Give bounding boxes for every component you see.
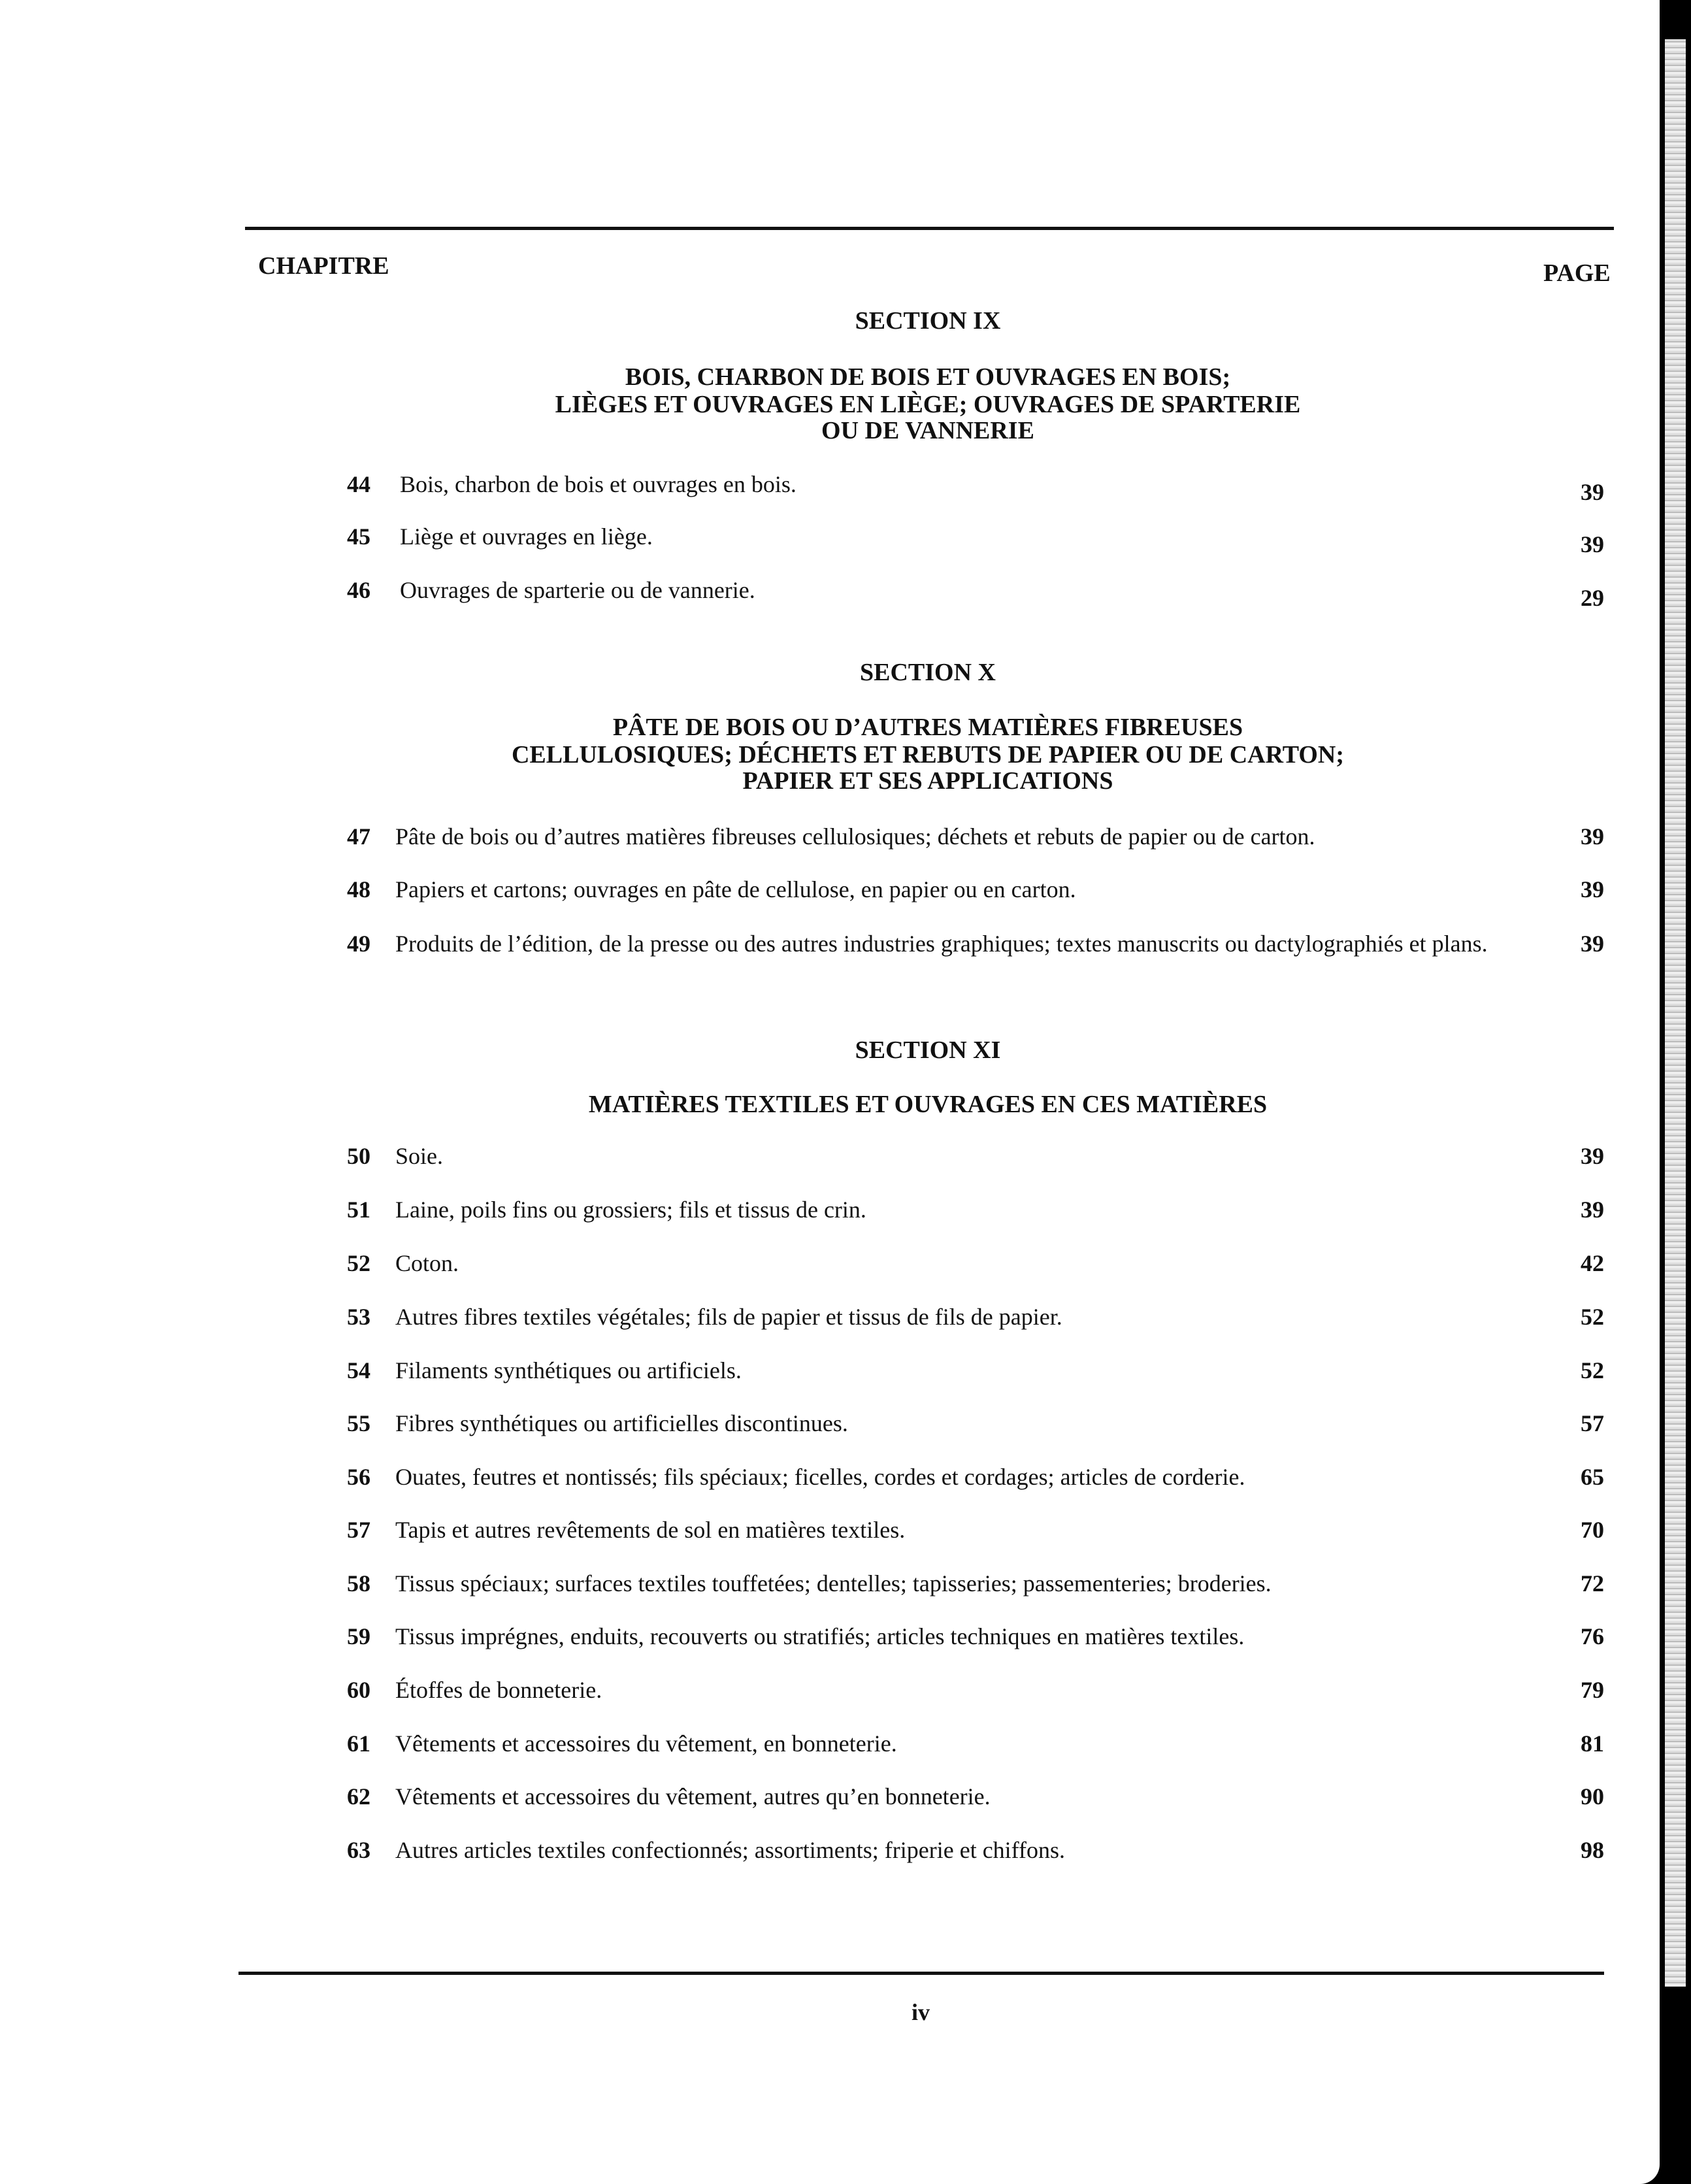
chapter-number: 49 — [347, 931, 370, 957]
page-number: 39 — [1581, 531, 1604, 557]
page-number: 42 — [1581, 1250, 1604, 1276]
page-number: 29 — [1581, 585, 1604, 611]
chapter-title: Papiers et cartons; ouvrages en pâte de cellulose, en papier ou en carton. — [395, 876, 1076, 902]
section-title-line: OU DE VANNERIE — [821, 417, 1034, 444]
chapter-title: Vêtements et accessoires du vêtement, en bonneterie. — [395, 1730, 897, 1757]
chapter-title: Ouvrages de sparterie ou de vannerie. — [400, 577, 755, 603]
chapter-number: 44 — [347, 471, 370, 497]
page-number: 65 — [1581, 1464, 1604, 1490]
page-number: 76 — [1581, 1623, 1604, 1649]
chapter-title: Fibres synthétiques ou artificielles discontinues. — [395, 1410, 848, 1436]
section-title-line: CELLULOSIQUES; DÉCHETS ET REBUTS DE PAPIER OU DE CARTON; — [511, 741, 1345, 769]
chapter-number: 48 — [347, 876, 370, 902]
chapter-title: Soie. — [395, 1143, 444, 1169]
page-number: 70 — [1581, 1517, 1604, 1543]
page-number: 39 — [1581, 1143, 1604, 1169]
chapter-number: 61 — [347, 1730, 370, 1757]
page-folio: iv — [911, 1999, 930, 2025]
chapter-column-header: CHAPITRE — [258, 252, 389, 280]
page-number: 90 — [1581, 1783, 1604, 1810]
chapter-title: Coton. — [395, 1250, 459, 1276]
chapter-number: 51 — [347, 1197, 370, 1223]
chapter-number: 56 — [347, 1464, 370, 1490]
section-title-line: MATIÈRES TEXTILES ET OUVRAGES EN CES MATIÈRES — [588, 1091, 1268, 1118]
chapter-number: 46 — [347, 577, 370, 603]
chapter-title: Liège et ouvrages en liège. — [400, 523, 653, 550]
page-number: 39 — [1581, 479, 1604, 505]
chapter-title: Filaments synthétiques ou artificiels. — [395, 1357, 742, 1383]
page-number: 39 — [1581, 1197, 1604, 1223]
chapter-title: Produits de l’édition, de la presse ou des autres industries graphiques; textes manuscrits ou dactylographiés et plans. — [395, 931, 1488, 957]
chapter-title: Ouates, feutres et nontissés; fils spéciaux; ficelles, cordes et cordages; articles de corderie. — [395, 1464, 1245, 1490]
page-number: 52 — [1581, 1357, 1604, 1383]
chapter-number: 59 — [347, 1623, 370, 1649]
section-heading: SECTION XI — [855, 1036, 1001, 1064]
chapter-number: 58 — [347, 1570, 370, 1597]
scan-edge — [1660, 0, 1691, 2184]
page-number: 79 — [1581, 1677, 1604, 1703]
chapter-number: 52 — [347, 1250, 370, 1276]
chapter-number: 54 — [347, 1357, 370, 1383]
page-number: 39 — [1581, 931, 1604, 957]
bottom-rule — [238, 1972, 1604, 1975]
chapter-number: 45 — [347, 523, 370, 550]
section-title-line: PAPIER ET SES APPLICATIONS — [742, 767, 1113, 795]
chapter-number: 62 — [347, 1783, 370, 1810]
chapter-number: 57 — [347, 1517, 370, 1543]
chapter-number: 47 — [347, 823, 370, 850]
page-number: 57 — [1581, 1410, 1604, 1436]
section-title-line: LIÈGES ET OUVRAGES EN LIÈGE; OUVRAGES DE SPARTERIE — [555, 391, 1301, 418]
chapter-title: Vêtements et accessoires du vêtement, autres qu’en bonneterie. — [395, 1783, 991, 1810]
chapter-number: 53 — [347, 1304, 370, 1330]
chapter-number: 60 — [347, 1677, 370, 1703]
page-number: 81 — [1581, 1730, 1604, 1757]
chapter-title: Bois, charbon de bois et ouvrages en bois. — [400, 471, 796, 497]
section-heading: SECTION IX — [855, 307, 1001, 335]
page-column-header: PAGE — [1543, 259, 1611, 287]
section-title-line: PÂTE DE BOIS OU D’AUTRES MATIÈRES FIBREUSES — [612, 714, 1243, 741]
section-title-line: BOIS, CHARBON DE BOIS ET OUVRAGES EN BOIS; — [625, 363, 1231, 391]
chapter-title: Étoffes de bonneterie. — [395, 1677, 602, 1703]
chapter-title: Tissus spéciaux; surfaces textiles touffetées; dentelles; tapisseries; passementeries; broderies. — [395, 1570, 1272, 1597]
top-rule — [245, 227, 1614, 230]
chapter-number: 55 — [347, 1410, 370, 1436]
chapter-title: Pâte de bois ou d’autres matières fibreuses cellulosiques; déchets et rebuts de papier ou de carton. — [395, 823, 1315, 850]
chapter-title: Tapis et autres revêtements de sol en matières textiles. — [395, 1517, 906, 1543]
page-number: 98 — [1581, 1837, 1604, 1863]
chapter-title: Autres fibres textiles végétales; fils de papier et tissus de fils de papier. — [395, 1304, 1062, 1330]
page-number: 72 — [1581, 1570, 1604, 1597]
chapter-title: Autres articles textiles confectionnés; assortiments; friperie et chiffons. — [395, 1837, 1066, 1863]
page-number: 39 — [1581, 876, 1604, 902]
chapter-number: 63 — [347, 1837, 370, 1863]
page-number: 39 — [1581, 823, 1604, 850]
chapter-number: 50 — [347, 1143, 370, 1169]
section-heading: SECTION X — [860, 659, 996, 686]
chapter-title: Tissus imprégnes, enduits, recouverts ou stratifiés; articles techniques en matières textiles. — [395, 1623, 1245, 1649]
page-number: 52 — [1581, 1304, 1604, 1330]
chapter-title: Laine, poils fins ou grossiers; fils et tissus de crin. — [395, 1197, 866, 1223]
